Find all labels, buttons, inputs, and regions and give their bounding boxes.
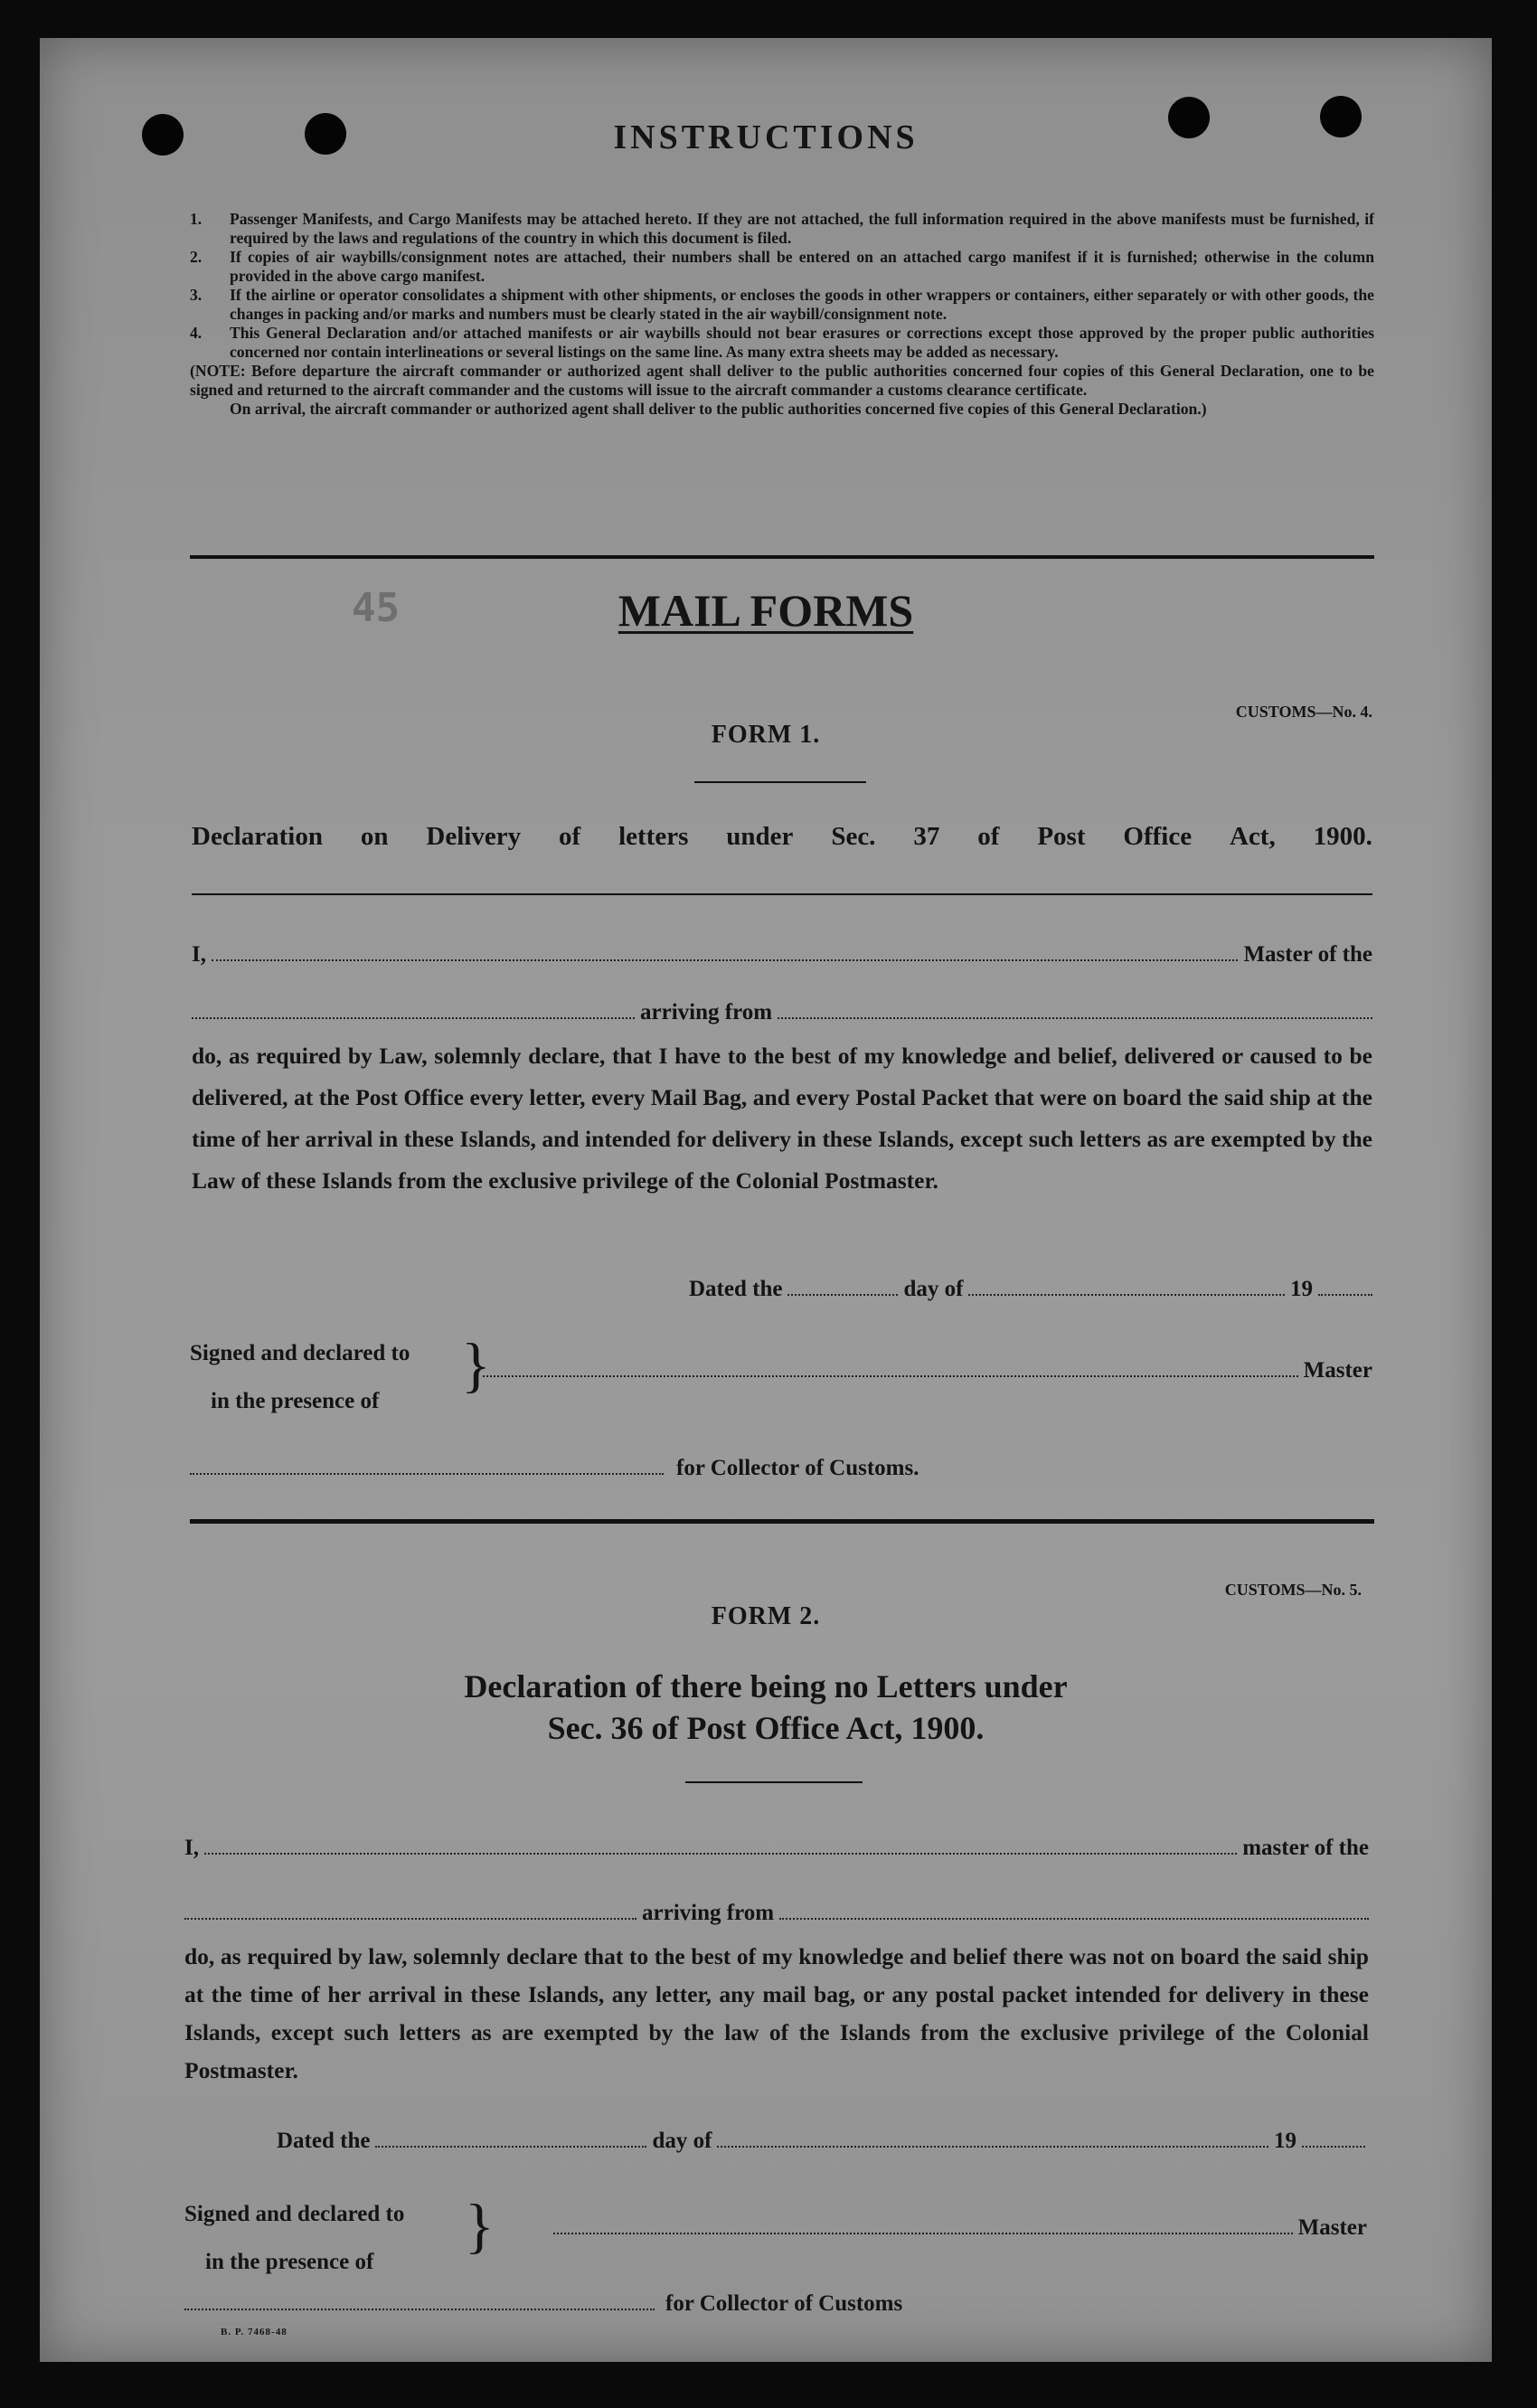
section-divider: [190, 555, 1374, 559]
heading-underline: [685, 1781, 863, 1783]
form-1-date-line: Dated the day of 19: [689, 1277, 1372, 1302]
master-signature-field[interactable]: [553, 2216, 1293, 2234]
heading-underline: [694, 781, 866, 783]
arriving-from-field[interactable]: [779, 1902, 1369, 1920]
form-1-collector-line: for Collector of Customs.: [190, 1456, 1004, 1481]
form-2-collector-line: for Collector of Customs: [184, 2291, 998, 2317]
instruction-note-arrival: On arrival, the aircraft commander or authorized agent shall deliver to the public authorities concerned five copies of this General Declaration.): [230, 400, 1207, 418]
form-2-master-signature-line: Master: [553, 2215, 1367, 2241]
form-1-master-signature-line: Master: [483, 1358, 1372, 1383]
arriving-from-field[interactable]: [778, 1001, 1372, 1019]
form-2-master-line: I, master of the: [184, 1836, 1369, 1860]
collector-signature-field[interactable]: [190, 1457, 664, 1475]
brace: }: [461, 1330, 491, 1399]
mail-forms-title: MAIL FORMS: [618, 585, 914, 636]
form-2-title: Declaration of there being no Letters under Sec. 36 of Post Office Act, 1900.: [464, 1668, 1068, 1746]
ship-name-field[interactable]: [184, 1902, 636, 1920]
show-through-mark: 45: [352, 585, 400, 631]
brace: }: [465, 2191, 495, 2260]
form-2-declaration-body: do, as required by law, solemnly declare that to the best of my knowledge and belief there was not on board the said ship at the time of her arrival in these Islands, any letter, any mail bag, or any postal packet intended for delivery in these Islands, except such letters as are exempted by the law of the Islands from the exclusive privilege of the Colonial Postmaster.: [184, 1943, 1369, 2083]
day-field[interactable]: [375, 2129, 646, 2148]
master-signature-field[interactable]: [483, 1359, 1298, 1377]
year-field[interactable]: [1318, 1278, 1372, 1296]
form-1-title: Declaration on Delivery of letters under Sec. 37 of Post Office Act, 1900.: [192, 822, 1372, 851]
instruction-item: 3. If the airline or operator consolidates a shipment with other shipments, or encloses the goods in other wrappers or containers, either separately or with other goods, the changes in packing and/or marks and numbers must be clearly stated in the air waybill/consignment note.: [190, 286, 1374, 323]
name-field[interactable]: [204, 1837, 1237, 1855]
instruction-note: (NOTE: Before departure the aircraft commander or authorized agent shall deliver to the public authorities concerned four copies of this General Declaration, one to be signed and returned to the aircraft commander and the customs will issue to the aircraft commander a customs clearance certificate.: [190, 362, 1374, 399]
instruction-item: 1. Passenger Manifests, and Cargo Manifests may be attached hereto. If they are not attached, the full information required in the above manifests must be furnished, if required by the laws and regulations of the country in which this document is filed.: [190, 210, 1374, 247]
instruction-item: 2. If copies of air waybills/consignment notes are attached, their numbers shall be entered on an attached cargo manifest if it is furnished; otherwise in the column provided in the above cargo manifest.: [190, 248, 1374, 285]
form-1-heading: FORM 1.: [711, 721, 821, 749]
customs-number: CUSTOMS—No. 5.: [1224, 1581, 1362, 1599]
customs-number: CUSTOMS—No. 4.: [1235, 703, 1372, 721]
form-2-heading: FORM 2.: [711, 1602, 821, 1630]
document-page: [40, 38, 1492, 2362]
month-field[interactable]: [717, 2129, 1268, 2148]
year-field[interactable]: [1302, 2129, 1365, 2148]
form-1-signed-label: Signed and declared to in the presence of: [190, 1341, 410, 1413]
form-2-signed-label: Signed and declared to in the presence of: [184, 2202, 405, 2274]
collector-signature-field[interactable]: [184, 2292, 655, 2310]
ship-name-field[interactable]: [192, 1001, 635, 1019]
instructions-list: [190, 210, 1374, 419]
day-field[interactable]: [787, 1278, 898, 1296]
form-2-arriving-line: arriving from: [184, 1901, 1369, 1926]
print-code: B. P. 7468-48: [221, 2327, 288, 2337]
form-1-master-line: I, Master of the: [192, 942, 1372, 967]
form-1-arriving-line: arriving from: [192, 1000, 1372, 1025]
name-field[interactable]: [212, 943, 1238, 961]
month-field[interactable]: [968, 1278, 1285, 1296]
form-2-date-line: Dated the day of 19: [277, 2129, 1365, 2154]
form-1-declaration-body: do, as required by Law, solemnly declare, that I have to the best of my knowledge and belief, delivered or caused to be delivered, at the Post Office every letter, every Mail Bag, and every Postal Packet that were on board the said ship at the time of her arrival in these Islands, and intended for delivery in these Islands, except such letters as are exempted by the Law of these Islands from the exclusive privilege of the Colonial Postmaster.: [192, 1043, 1372, 1194]
form-divider: [190, 1519, 1374, 1524]
instruction-item: 4. This General Declaration and/or attached manifests or air waybills should not bear erasures or corrections except those approved by the proper public authorities concerned nor contain interlineations or several listings on the same line. As many extra sheets may be added as necessary.: [190, 324, 1374, 361]
title-underline: [192, 893, 1372, 895]
instructions-title: INSTRUCTIONS: [613, 118, 919, 156]
